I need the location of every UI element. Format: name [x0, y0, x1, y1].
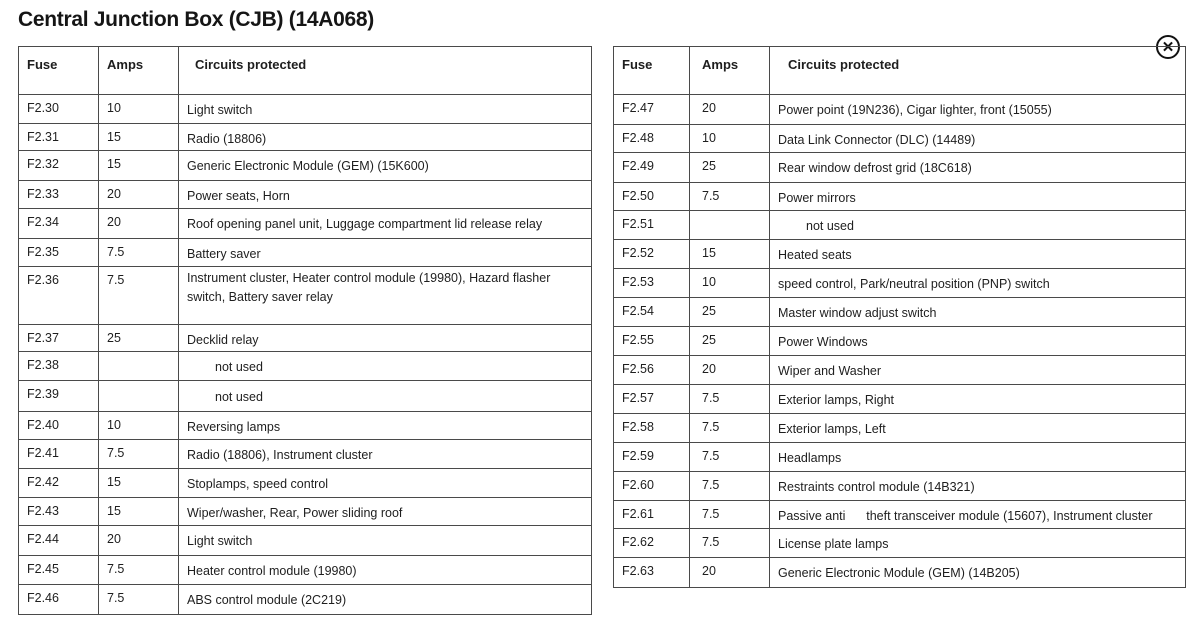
fuse-cell: F2.60: [614, 472, 690, 501]
circuits-cell: Generic Electronic Module (GEM) (14B205): [770, 558, 1186, 588]
amps-cell: 7.5: [99, 556, 179, 585]
amps-cell: [99, 381, 179, 412]
circuits-cell: Wiper and Washer: [770, 356, 1186, 385]
circuits-cell: Rear window defrost grid (18C618): [770, 153, 1186, 183]
fuse-cell: F2.62: [614, 529, 690, 558]
fuse-cell: F2.46: [19, 585, 99, 615]
table-row: [614, 529, 1186, 558]
circuits-cell: Power mirrors: [770, 183, 1186, 211]
fuse-cell: F2.53: [614, 269, 690, 298]
fuse-cell: F2.36: [19, 267, 99, 325]
table-row: [19, 440, 592, 469]
table-row: [19, 209, 592, 239]
circuits-cell: Roof opening panel unit, Luggage compartment lid release relay: [179, 209, 592, 239]
amps-cell: 15: [99, 151, 179, 181]
amps-cell: 25: [690, 153, 770, 183]
circuits-cell: Data Link Connector (DLC) (14489): [770, 125, 1186, 153]
amps-cell: 7.5: [690, 472, 770, 501]
fuse-cell: F2.61: [614, 501, 690, 529]
circuits-cell: Radio (18806), Instrument cluster: [179, 440, 592, 469]
fuse-cell: F2.43: [19, 498, 99, 526]
amps-cell: 20: [690, 558, 770, 588]
table-row: [19, 412, 592, 440]
circuits-cell: Light switch: [179, 526, 592, 556]
fuse-cell: F2.48: [614, 125, 690, 153]
circuits-cell: Radio (18806): [179, 124, 592, 151]
table-row: [19, 267, 592, 325]
fuse-cell: F2.45: [19, 556, 99, 585]
circuits-cell: Headlamps: [770, 443, 1186, 472]
circuits-cell: Stoplamps, speed control: [179, 469, 592, 498]
fuse-cell: F2.58: [614, 414, 690, 443]
fuse-cell: F2.33: [19, 181, 99, 209]
amps-cell: 7.5: [690, 529, 770, 558]
circuits-cell: Master window adjust switch: [770, 298, 1186, 327]
table-header-row: [19, 47, 592, 95]
circuits-cell: Decklid relay: [179, 325, 592, 352]
circuits-cell: Power seats, Horn: [179, 181, 592, 209]
fuse-cell: F2.31: [19, 124, 99, 151]
amps-cell: 20: [99, 181, 179, 209]
circuits-cell: Restraints control module (14B321): [770, 472, 1186, 501]
fuse-cell: F2.50: [614, 183, 690, 211]
amps-cell: 20: [690, 356, 770, 385]
column-header-circuits: Circuits protected: [179, 47, 592, 95]
table-row: [614, 183, 1186, 211]
table-row: [614, 269, 1186, 298]
circuits-cell: Passive anti theft transceiver module (15607), Instrument cluster: [770, 501, 1186, 529]
table-row: [614, 211, 1186, 240]
fuse-cell: F2.34: [19, 209, 99, 239]
amps-cell: 10: [690, 125, 770, 153]
fuse-cell: F2.32: [19, 151, 99, 181]
column-header-fuse: Fuse: [614, 47, 690, 95]
table-row: [19, 352, 592, 381]
fuse-cell: F2.42: [19, 469, 99, 498]
amps-cell: 7.5: [690, 443, 770, 472]
column-header-fuse: Fuse: [19, 47, 99, 95]
circuits-cell: not used: [179, 352, 592, 381]
table-row: [614, 153, 1186, 183]
table-row: [19, 181, 592, 209]
circuits-cell: License plate lamps: [770, 529, 1186, 558]
table-row: [19, 498, 592, 526]
column-header-circuits: Circuits protected: [770, 47, 1186, 95]
table-row: [19, 556, 592, 585]
fuse-cell: F2.41: [19, 440, 99, 469]
page-title: Central Junction Box (CJB) (14A068): [18, 8, 374, 31]
amps-cell: 7.5: [99, 267, 179, 325]
amps-cell: 15: [690, 240, 770, 269]
fuse-cell: F2.35: [19, 239, 99, 267]
fuse-table-left: [18, 46, 592, 615]
fuse-cell: F2.54: [614, 298, 690, 327]
circuits-cell: Reversing lamps: [179, 412, 592, 440]
fuse-cell: F2.38: [19, 352, 99, 381]
circuits-cell: Heated seats: [770, 240, 1186, 269]
circuits-cell: speed control, Park/neutral position (PNP) switch: [770, 269, 1186, 298]
circuits-cell: ABS control module (2C219): [179, 585, 592, 615]
amps-cell: 7.5: [690, 385, 770, 414]
amps-cell: [690, 211, 770, 240]
table-row: [614, 125, 1186, 153]
circuits-cell: not used: [770, 211, 1186, 240]
fuse-cell: F2.63: [614, 558, 690, 588]
amps-cell: 7.5: [690, 414, 770, 443]
amps-cell: 25: [99, 325, 179, 352]
amps-cell: 20: [690, 95, 770, 125]
table-row: [19, 585, 592, 615]
table-row: [19, 95, 592, 124]
fuse-cell: F2.56: [614, 356, 690, 385]
circuits-cell: Battery saver: [179, 239, 592, 267]
table-row: [614, 472, 1186, 501]
amps-cell: 20: [99, 526, 179, 556]
table-header-row: [614, 47, 1186, 95]
fuse-cell: F2.51: [614, 211, 690, 240]
fuse-cell: F2.37: [19, 325, 99, 352]
fuse-cell: F2.55: [614, 327, 690, 356]
table-row: [19, 325, 592, 352]
table-row: [19, 469, 592, 498]
amps-cell: 7.5: [99, 440, 179, 469]
table-row: [614, 240, 1186, 269]
circuits-cell: Power point (19N236), Cigar lighter, front (15055): [770, 95, 1186, 125]
fuse-cell: F2.57: [614, 385, 690, 414]
fuse-cell: F2.49: [614, 153, 690, 183]
fuse-table-right: [613, 46, 1186, 588]
table-row: [19, 381, 592, 412]
amps-cell: 15: [99, 498, 179, 526]
fuse-cell: F2.39: [19, 381, 99, 412]
amps-cell: 15: [99, 469, 179, 498]
amps-cell: 10: [690, 269, 770, 298]
amps-cell: 10: [99, 412, 179, 440]
amps-cell: 20: [99, 209, 179, 239]
amps-cell: [99, 352, 179, 381]
circuits-cell: Wiper/washer, Rear, Power sliding roof: [179, 498, 592, 526]
fuse-cell: F2.59: [614, 443, 690, 472]
fuse-cell: F2.40: [19, 412, 99, 440]
amps-cell: 7.5: [690, 501, 770, 529]
amps-cell: 7.5: [99, 239, 179, 267]
circuits-cell: Instrument cluster, Heater control module (19980), Hazard flasher switch, Battery saver relay: [179, 267, 592, 325]
circuits-cell: Power Windows: [770, 327, 1186, 356]
amps-cell: 25: [690, 298, 770, 327]
table-row: [614, 558, 1186, 588]
close-icon[interactable]: ✕: [1156, 35, 1180, 59]
table-row: [614, 95, 1186, 125]
amps-cell: 7.5: [690, 183, 770, 211]
table-row: [614, 298, 1186, 327]
table-row: [614, 443, 1186, 472]
amps-cell: 25: [690, 327, 770, 356]
circuits-cell: Light switch: [179, 95, 592, 124]
fuse-cell: F2.52: [614, 240, 690, 269]
table-row: [19, 124, 592, 151]
circuits-cell: Generic Electronic Module (GEM) (15K600): [179, 151, 592, 181]
fuse-cell: F2.47: [614, 95, 690, 125]
amps-cell: 10: [99, 95, 179, 124]
table-row: [614, 501, 1186, 529]
amps-cell: 7.5: [99, 585, 179, 615]
column-header-amps: Amps: [99, 47, 179, 95]
fuse-cell: F2.44: [19, 526, 99, 556]
circuits-cell: Exterior lamps, Left: [770, 414, 1186, 443]
circuits-cell: Exterior lamps, Right: [770, 385, 1186, 414]
table-row: [614, 385, 1186, 414]
column-header-amps: Amps: [690, 47, 770, 95]
fuse-cell: F2.30: [19, 95, 99, 124]
circuits-cell: not used: [179, 381, 592, 412]
table-row: [19, 526, 592, 556]
table-row: [614, 356, 1186, 385]
table-row: [614, 414, 1186, 443]
table-row: [19, 239, 592, 267]
circuits-cell: Heater control module (19980): [179, 556, 592, 585]
table-row: [19, 151, 592, 181]
table-row: [614, 327, 1186, 356]
amps-cell: 15: [99, 124, 179, 151]
